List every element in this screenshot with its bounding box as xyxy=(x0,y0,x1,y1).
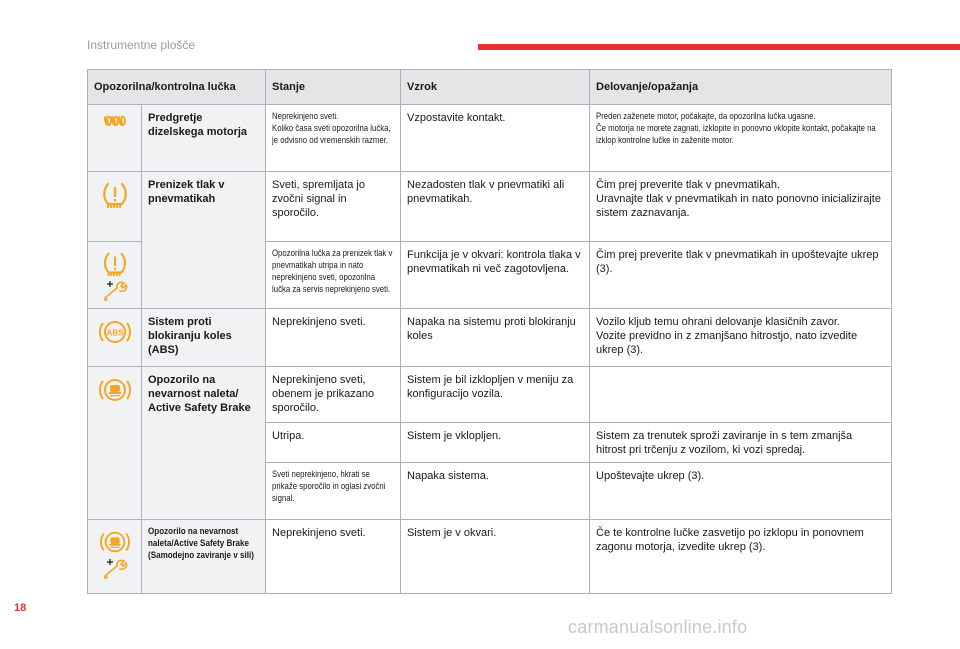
tyre-pressure-icon xyxy=(100,180,130,210)
state-cell: Neprekinjeno sveti, obenem je prikazano sporočilo. xyxy=(266,367,401,423)
icon-stack xyxy=(88,528,141,580)
action-cell: Vozilo kljub temu ohrani delovanje klasičnih zavor. Vozite previdno in z zmanjšano hitrostjo, nato izvedite ukrep (3). xyxy=(590,309,892,367)
lamp-name: Opozorilo na nevarnost naleta/ Active Safety Brake xyxy=(142,367,266,520)
state-cell: Neprekinjeno sveti. xyxy=(266,520,401,594)
table-header-row xyxy=(88,70,892,105)
action-cell xyxy=(590,367,892,423)
table-row xyxy=(88,367,892,423)
table-row xyxy=(88,242,892,309)
column-header-action: Delovanje/opažanja xyxy=(590,70,892,105)
icon-stack xyxy=(88,250,141,302)
table-row xyxy=(88,172,892,242)
state-cell xyxy=(266,463,401,520)
state-cell xyxy=(266,105,401,172)
warning-lamps-table xyxy=(87,69,892,594)
icon-cell xyxy=(88,242,142,309)
action-cell: Čim prej preverite tlak v pnevmatikah. Uravnajte tlak v pnevmatikah in nato ponovno inicializirajte sistem zaznavanja. xyxy=(590,172,892,242)
section-title: Instrumentne plošče xyxy=(87,38,196,52)
cause-cell: Napaka na sistemu proti blokiranju koles xyxy=(401,309,590,367)
cause-cell: Vzpostavite kontakt. xyxy=(401,105,590,172)
action-cell: Čim prej preverite tlak v pnevmatikah in upoštevajte ukrep (3). xyxy=(590,242,892,309)
lamp-name: Predgretje dizelskega motorja xyxy=(142,105,266,172)
cause-cell: Nezadosten tlak v pnevmatiki ali pnevmatikah. xyxy=(401,172,590,242)
lamp-name: Prenizek tlak v pnevmatikah xyxy=(142,172,266,242)
column-header-state: Stanje xyxy=(266,70,401,105)
state-text: Neprekinjeno sveti. Koliko časa sveti opozorilna lučka, je odvisno od vremenskih razmer. xyxy=(272,111,391,146)
column-header-lamp: Opozorilna/kontrolna lučka xyxy=(88,70,266,105)
action-cell: Upoštevajte ukrep (3). xyxy=(590,463,892,520)
watermark: carmanualsonline.info xyxy=(568,617,748,637)
svg-text:ABS: ABS xyxy=(106,328,123,338)
cause-cell: Sistem je v okvari. xyxy=(401,520,590,594)
state-cell xyxy=(266,242,401,309)
cause-cell: Napaka sistema. xyxy=(401,463,590,520)
action-cell: Če te kontrolne lučke zasvetijo po izklopu in ponovnem zagonu motorja, izvedite ukrep (3). xyxy=(590,520,892,594)
icon-cell xyxy=(88,105,142,172)
action-cell: Sistem za trenutek sproži zaviranje in s tem zmanjša hitrost pri trčenju z vozilom, ki vozi spredaj. xyxy=(590,423,892,463)
icon-cell xyxy=(88,367,142,520)
state-cell: Neprekinjeno sveti. xyxy=(266,309,401,367)
service-wrench-icon xyxy=(101,558,129,580)
column-header-cause: Vzrok xyxy=(401,70,590,105)
lamp-name: Sistem proti blokiranju koles (ABS) xyxy=(142,309,266,367)
active-safety-brake-icon xyxy=(98,375,132,405)
icon-cell xyxy=(88,520,142,594)
state-text: Opozorilna lučka za prenizek tlak v pnevmatikah utripa in nato neprekinjeno sveti, opozorilna lučka za servis neprekinjeno sveti. xyxy=(272,248,393,295)
state-cell: Sveti, spremljata jo zvočni signal in sporočilo. xyxy=(266,172,401,242)
action-text: Preden zaženete motor, počakajte, da opozorilna lučka ugasne. Če motorja ne morete zagnati, izklopite in ponovno vklopite kontakt, počakajte na izklop kontrolne lučke in zaženite motor. xyxy=(596,111,876,146)
lamp-name xyxy=(142,520,266,594)
cause-cell: Funkcija je v okvari: kontrola tlaka v pnevmatikah ni več zagotovljena. xyxy=(401,242,590,309)
cause-cell: Sistem je bil izklopljen v meniju za konfiguracijo vozila. xyxy=(401,367,590,423)
icon-cell xyxy=(88,309,142,367)
page-number: 18 xyxy=(14,602,27,614)
icon-cell xyxy=(88,172,142,242)
tyre-pressure-icon xyxy=(100,250,130,278)
preheat-coil-icon xyxy=(101,113,129,135)
active-safety-brake-icon xyxy=(98,528,132,556)
table-row xyxy=(88,309,892,367)
lamp-name xyxy=(142,242,266,309)
action-cell xyxy=(590,105,892,172)
lamp-name-text: Opozorilo na nevarnost naleta/Active Safety Brake (Samodejno zaviranje v sili) xyxy=(148,526,254,561)
table-row xyxy=(88,105,892,172)
service-wrench-icon xyxy=(101,280,129,302)
abs-icon xyxy=(98,317,132,347)
state-text: Sveti neprekinjeno, hkrati se prikaže sporočilo in oglasi zvočni signal. xyxy=(272,469,386,504)
cause-cell: Sistem je vklopljen. xyxy=(401,423,590,463)
table-row xyxy=(88,520,892,594)
header-accent-bar xyxy=(478,44,960,50)
state-cell: Utripa. xyxy=(266,423,401,463)
